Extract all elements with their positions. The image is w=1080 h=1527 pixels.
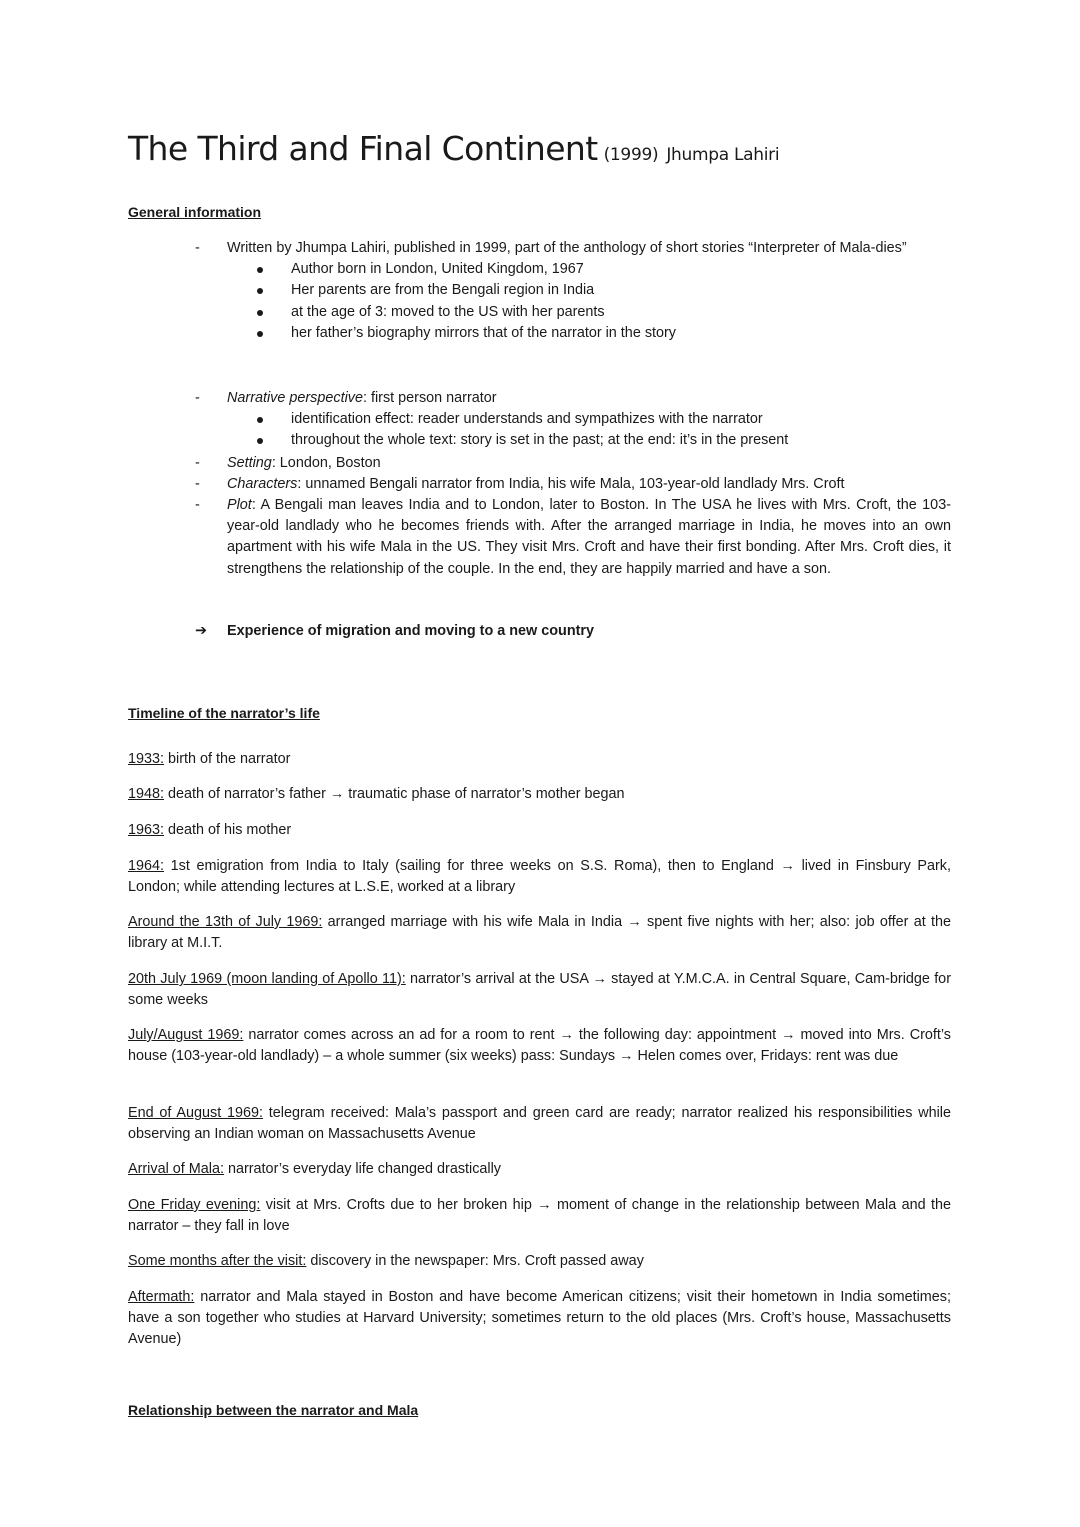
dash-marker: - [195,455,200,471]
written-item [195,238,951,344]
bullet-dot [257,267,263,273]
dash-marker: - [195,476,200,492]
timeline-entry: July/August 1969: narrator comes across an ad for a room to rent → the following day: appointment → moved into Mrs. Croft’s house (103-year-old landlady) – a whole summer (six weeks) pass: Sundays → Helen comes over, Fridays: rent was due [128,1027,952,1065]
dash-marker: - [195,240,200,256]
bullet-item: at the age of 3: moved to the US with her parents [227,302,951,323]
characters-item: - Characters: unnamed Bengali narrator from India, his wife Mala, 103-year-old landlady Mrs. Croft [195,474,951,495]
timeline-entry: 1964: 1st emigration from India to Italy (sailing for three weeks on S.S. Roma), then to England → lived in Finsbury Park, London; while attending lectures at L.S.E, worked at a library [128,858,951,896]
document-title [128,129,780,168]
bullet-item: Author born in London, United Kingdom, 1967 [227,259,951,280]
perspective-bullet-list [227,409,951,451]
setting-item: - Setting: London, Boston [195,453,951,474]
dash-marker: - [195,390,200,406]
relationship-heading: Relationship between the narrator and Mala [128,1402,419,1418]
arrow-right-icon: ➔ [195,623,208,639]
timeline-entry: Aftermath: narrator and Mala stayed in Boston and have become American citizens; visit their hometown in India sometimes; have a son together who studies at Harvard University; sometimes return to the old places (Mrs. Croft’s house, Massachusetts Avenue) [128,1289,951,1348]
timeline-entry: 1948: death of narrator’s father → traumatic phase of narrator’s mother began [128,786,625,802]
timeline-entry: 20th July 1969 (moon landing of Apollo 11): narrator’s arrival at the USA → stayed at Y.M.C.A. in Central Square, Cam-bridge for some weeks [128,971,951,1009]
bullet-dot [257,288,263,294]
conclusion-text: Experience of migration and moving to a new country [227,623,595,639]
title-main: The Third and Final Continent [128,129,598,168]
bullet-item: Her parents are from the Bengali region in India [227,280,951,301]
written-text: Written by Jhumpa Lahiri, published in 1999, part of the anthology of short stories “Interpreter of Mala-dies” [227,240,907,256]
bullet-dot [257,310,263,316]
dash-marker: - [195,497,200,513]
general-info-heading: General information [128,204,262,220]
timeline-entry: Arrival of Mala: narrator’s everyday life changed drastically [128,1161,501,1177]
author-bullet-list [227,259,951,344]
bullet-item: identification effect: reader understands and sympathizes with the narrator [227,409,951,430]
bullet-item: her father’s biography mirrors that of the narrator in the story [227,323,951,344]
timeline-entry: Around the 13th of July 1969: arranged marriage with his wife Mala in India → spent five nights with her; also: job offer at the library at M.I.T. [128,914,951,952]
title-year: (1999) [603,145,659,165]
bullet-dot [257,438,263,444]
bullet-dot [257,417,263,423]
perspective-text: Narrative perspective: first person narrator [227,390,497,406]
plot-item: - Plot: A Bengali man leaves India and to London, later to Boston. In The USA he lives with Mrs. Croft, the 103-year-old landlady who he becomes friends with. After the arranged marriage in India, he moves into an own apartment with his wife Mala in the US. They visit Mrs. Croft and have their first bonding. After Mrs. Croft dies, it strengthens the relationship of the couple. In the end, they are happily married and have a son. [195,497,951,577]
perspective-item [195,388,951,452]
bullet-item: throughout the whole text: story is set in the past; at the end: it’s in the present [227,430,951,451]
conclusion-item [195,621,951,642]
timeline-entry: 1963: death of his mother [128,822,292,838]
timeline-entry: 1933: birth of the narrator [128,751,291,767]
bullet-dot [257,331,263,337]
timeline-entry: One Friday evening: visit at Mrs. Crofts due to her broken hip → moment of change in the relationship between Mala and the narrator – they fall in love [128,1197,951,1235]
title-author: Jhumpa Lahiri [666,145,780,165]
timeline-entry: End of August 1969: telegram received: Mala’s passport and green card are ready; narrator realized his responsibilities while observing an Indian woman on Massachusetts Avenue [128,1105,951,1143]
timeline-entry: Some months after the visit: discovery in the newspaper: Mrs. Croft passed away [128,1253,644,1269]
timeline-heading: Timeline of the narrator’s life [128,705,320,721]
